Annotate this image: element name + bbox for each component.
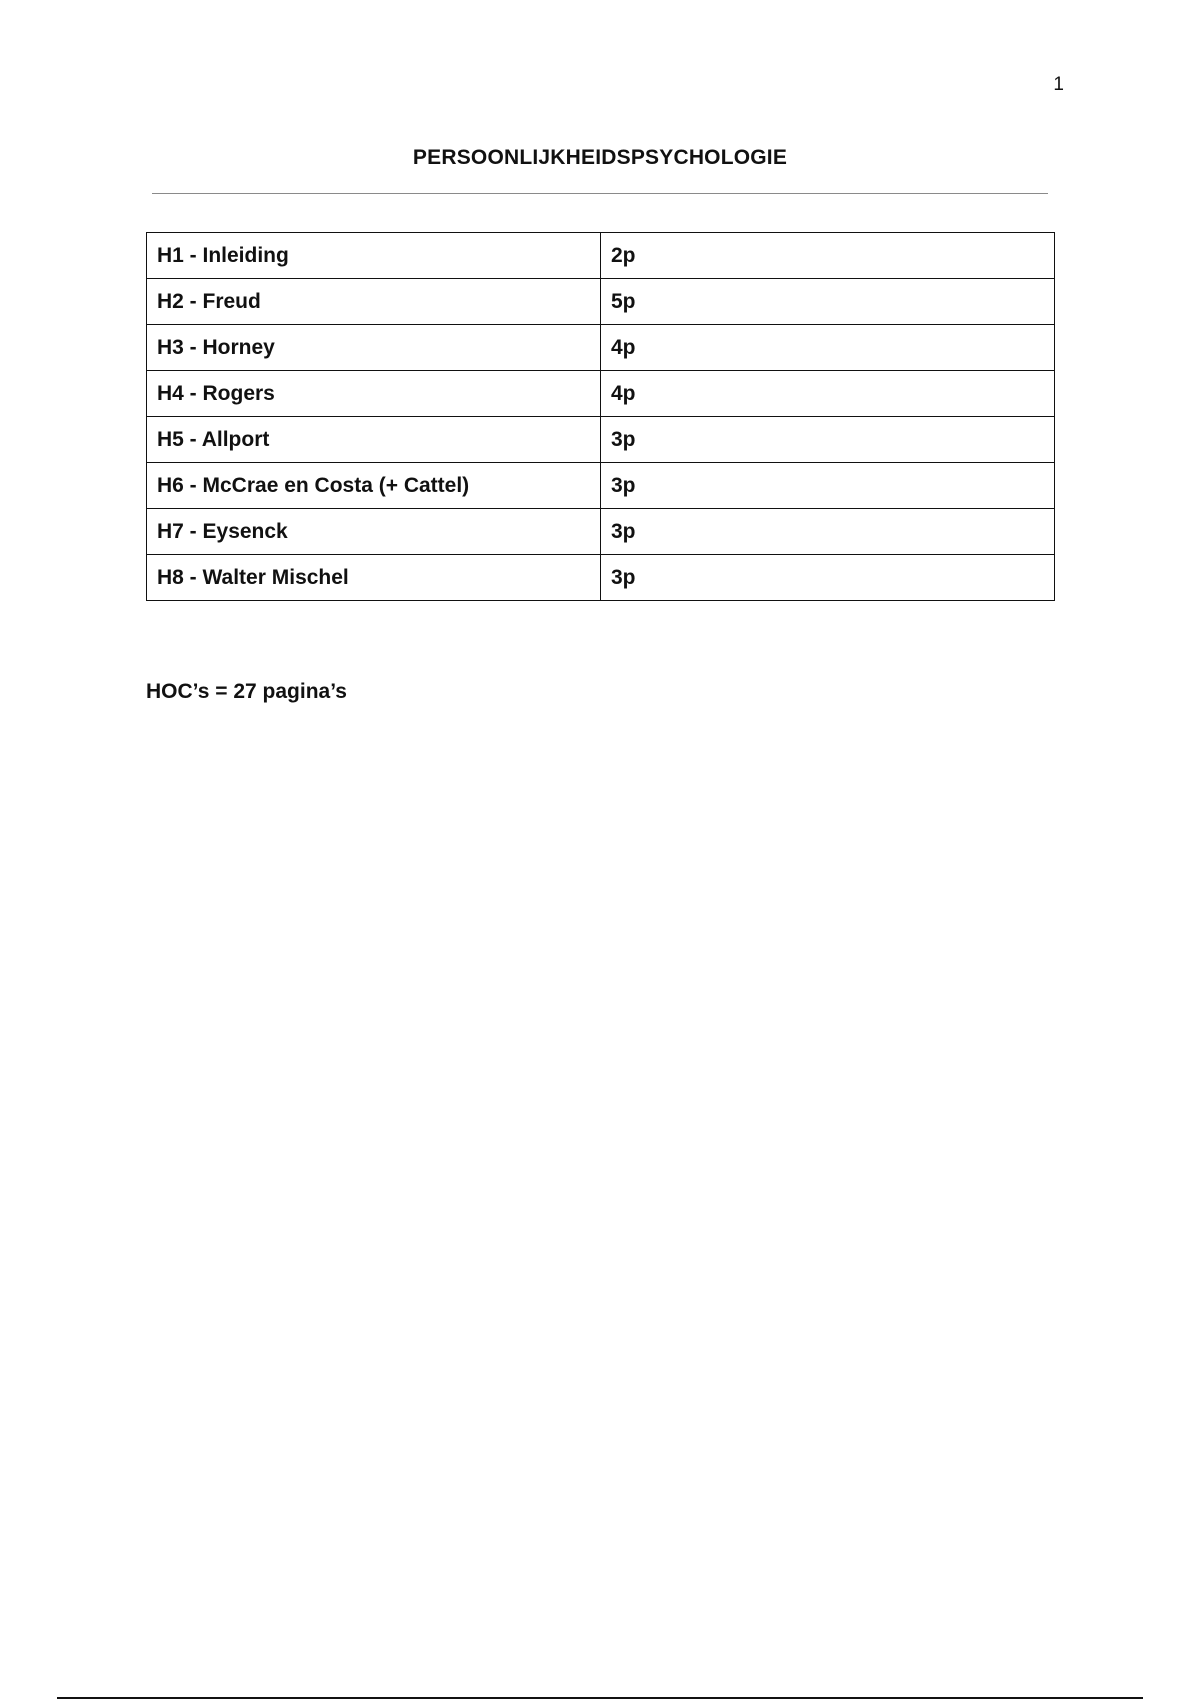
- chapter-cell: H7 - Eysenck: [147, 509, 601, 555]
- chapter-cell: H8 - Walter Mischel: [147, 555, 601, 601]
- pages-cell: 3p: [601, 463, 1055, 509]
- table-row: [147, 463, 1055, 509]
- chapter-cell: H5 - Allport: [147, 417, 601, 463]
- chapter-cell: H4 - Rogers: [147, 371, 601, 417]
- pages-cell: 5p: [601, 279, 1055, 325]
- pages-cell: 3p: [601, 555, 1055, 601]
- page-number: 1: [1053, 74, 1064, 95]
- chapters-table: [146, 232, 1055, 601]
- table-row: [147, 279, 1055, 325]
- chapter-cell: H2 - Freud: [147, 279, 601, 325]
- chapter-cell: H6 - McCrae en Costa (+ Cattel): [147, 463, 601, 509]
- document-title: PERSOONLIJKHEIDSPSYCHOLOGIE: [412, 146, 788, 169]
- table-row: [147, 555, 1055, 601]
- table-row: [147, 417, 1055, 463]
- title-divider: [152, 193, 1048, 194]
- chapter-cell: H1 - Inleiding: [147, 233, 601, 279]
- footer-divider: [57, 1697, 1143, 1699]
- pages-cell: 2p: [601, 233, 1055, 279]
- chapter-cell: H3 - Horney: [147, 325, 601, 371]
- pages-cell: 3p: [601, 417, 1055, 463]
- pages-cell: 4p: [601, 325, 1055, 371]
- table-row: [147, 509, 1055, 555]
- table-row: [147, 325, 1055, 371]
- pages-cell: 4p: [601, 371, 1055, 417]
- page-summary: HOC’s = 27 pagina’s: [146, 680, 347, 703]
- table-row: [147, 371, 1055, 417]
- pages-cell: 3p: [601, 509, 1055, 555]
- table-row: [147, 233, 1055, 279]
